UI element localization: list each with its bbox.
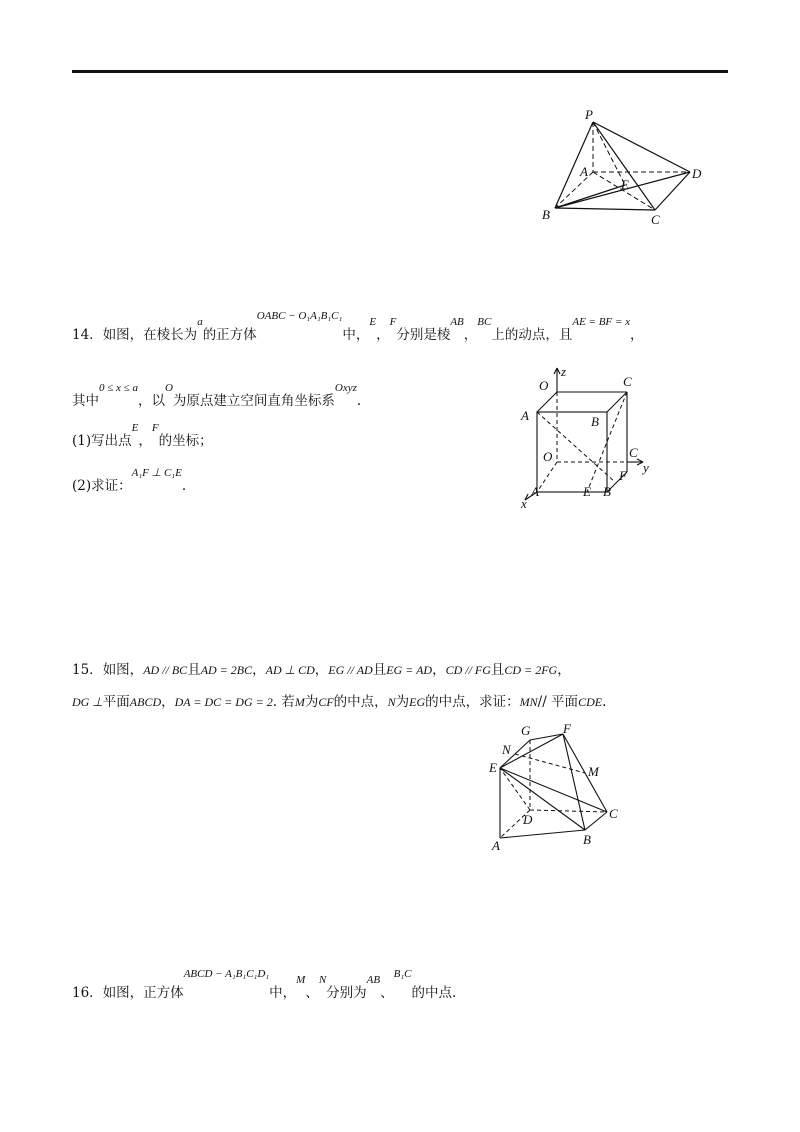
q16-line1: 16．如图，正方体$^{ABCD - A_1B_1C_1D_1}$中，$^M$、$^N$分别为$^{AB}$、$^{B_1C}$的中点. <box>72 968 457 1001</box>
q14-line1: 14．如图，在棱长为$^a$的正方体$^{OABC - O_1A_1B_1C_1}$中，$^E$，$^F$分别是棱$^{AB}$，$^{BC}$上的动点，且$^{AE = BF = x}$， <box>72 310 644 343</box>
label-C: C <box>609 806 618 821</box>
q14-line2: 其中$^{0 \le x \le a}$，以$^O$为原点建立空间直角坐标系$^{Oxyz}$. <box>72 382 362 409</box>
pyramid-figure <box>535 100 715 230</box>
label-C1: C <box>623 374 632 389</box>
label-E: E <box>489 760 497 775</box>
label-A: A <box>492 838 500 853</box>
label-x: x <box>521 496 527 511</box>
label-O1: O <box>539 378 549 393</box>
label-G: G <box>521 723 531 738</box>
label-E: E <box>621 177 629 192</box>
label-D: D <box>523 812 533 827</box>
q15-line2: DG ⊥平面ABCD，DA = DC = DG = 2. 若M为CF的中点，N为EG的中点，求证：MN// 平面CDE. <box>72 694 607 710</box>
polyhedron-figure <box>485 720 630 855</box>
label-M: M <box>588 764 599 779</box>
label-C: C <box>629 445 638 460</box>
cube-axes-figure <box>515 362 665 512</box>
label-B: B <box>603 484 611 499</box>
label-D: D <box>692 166 702 181</box>
label-P: P <box>585 107 593 122</box>
label-y: y <box>643 460 649 475</box>
label-B: B <box>542 207 550 222</box>
header-rule <box>72 70 728 73</box>
label-N: N <box>502 742 511 757</box>
label-A: A <box>531 484 539 499</box>
label-B1: B <box>591 414 599 429</box>
label-F: F <box>563 721 571 736</box>
q14-part2: (2)求证：$^{A_1F \perp C_1E}$. <box>72 467 187 494</box>
label-z: z <box>561 364 567 379</box>
q15-line1: 15．如图，AD // BC且AD = 2BC，AD ⊥ CD，EG // AD且EG = AD，CD // FG且CD = 2FG， <box>72 662 571 678</box>
label-A: A <box>580 164 588 179</box>
label-C: C <box>651 212 660 227</box>
label-O: O <box>543 449 553 464</box>
label-B: B <box>583 832 591 847</box>
label-F: F <box>619 468 627 483</box>
label-A1: A <box>521 408 529 423</box>
q14-part1: (1)写出点$^E$，$^F$的坐标； <box>72 422 213 449</box>
label-E: E <box>583 484 591 499</box>
